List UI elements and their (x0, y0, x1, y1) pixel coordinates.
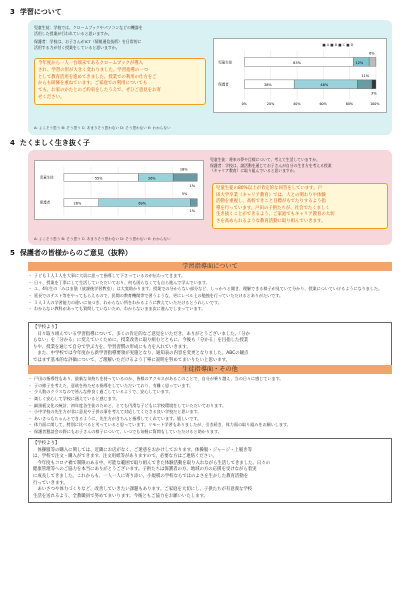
section-3-chart (213, 38, 387, 113)
learning-list (28, 273, 392, 313)
callout-line: され、学習の形が大きく変わりました。学習指導の一つ (38, 67, 149, 73)
bar-segment (372, 80, 376, 89)
school-response-2 (28, 438, 392, 503)
data-label: 6% (369, 51, 375, 56)
list-item: ・ 日々、授業を丁寧にして生活していただいており、何も困らなくても自ら進んで学んでいます。 (28, 280, 392, 287)
section-title: たくましく生き抜く子 (19, 139, 90, 147)
question-line: 児童生徒：学校では、クロームブックやパソコンなどの機器を (34, 25, 143, 30)
response-title: 【学校より】 (33, 325, 60, 330)
data-label: 11% (361, 73, 370, 78)
response-line: 体操服等の購入に関しては、近隣にお店がなく、ご迷惑をおかけしております。体操服・ジャージ・上履き等 (33, 447, 252, 453)
response-line: らない」を「分かる」に変えていくために、授業改善に取り組むとともに、今後も「分かる」を目指した授業 (33, 338, 249, 344)
data-label: 38% (263, 83, 272, 88)
section-4-heading (10, 139, 90, 148)
section-3-chart-svg (214, 39, 386, 112)
callout-line: 田大学卒業（キャリア教育）では、人との関わりや体験 (216, 192, 326, 198)
guidance-header: 生徒指導面・その他 (28, 365, 392, 374)
callout-line: せください。 (38, 95, 65, 101)
section-3-callout (34, 58, 206, 105)
list-item: ・ 体力面に関して、特別に比べると劣っていると思っています。リモート学習もありましたが、引き続き、体力面の取り組みをお願いします。 (28, 422, 392, 429)
response-line: また、中学校では今年度から新学習指導要領が実施となり、通知表の内容を変更となりました。ABCの観点 (33, 351, 249, 357)
row-label: 児童生徒 (218, 60, 233, 65)
section-3-heading (10, 8, 62, 17)
response-line: ではまず基本的な評価について、ご理解いただけるよう丁寧に説明を努めてまいりたいと思います。 (33, 358, 231, 364)
callout-line: として教育活用を進めてきました。授業での利用の仕方をご (38, 74, 157, 80)
data-label: 3% (371, 91, 377, 96)
question-line: 保護者：学校は、お子さんがICT（情報通信技術）を日常的に (34, 39, 142, 45)
section-4-legend: A: よくそう思う B: そう思う C: あまりそう思わない D: そう思わない E: わからない (34, 237, 171, 241)
response-line: 行っていきます。 (33, 480, 68, 486)
data-label: 48% (320, 83, 329, 88)
section-4-callout (212, 183, 388, 229)
response-line: 今年度もコロナ禍で制限のある中、可能な範囲で取り組んできた体験活動を取り入れながら生活してきました。日々の (33, 460, 271, 466)
bar-segment (64, 199, 99, 207)
data-label: 69% (138, 201, 147, 206)
response-line: あいさつや体力づくりなど、改善していきたい課題もあります。ご家庭を大切にし、子供たちが有意義な学校 (33, 487, 253, 493)
question-line: 児童生徒：将来の夢や目標について、考えて生活していますか。 (210, 157, 320, 162)
data-label: 12% (355, 60, 364, 65)
row-label: 保護者 (39, 200, 51, 205)
response-line: 生活を送れるよう、全教職員で努めてまいります。今後ともご協力をお願いいたします。 (33, 493, 208, 499)
response-line: りや、授業を通じて自分で学ぶ力を、学習習慣の形成にも力を入れていきます。 (33, 344, 191, 350)
section-5-heading (10, 249, 132, 258)
bar-segment (173, 174, 197, 182)
question-line: （キャリア教育）に取り組んでいると思いますか。 (210, 168, 298, 173)
response-line: 日々取り組んでいる学習指導について、多くの肯定的なご意見をいただき、ありがとうございました。「分か (33, 331, 250, 337)
list-item: ・ 小中学校の先生方が非に意見や子供の事を考えて対応してくださる良い学校だと思います。 (28, 409, 392, 416)
bar-segment (138, 174, 173, 182)
section-title: 保護者の皆様からのご意見（抜粋） (19, 249, 132, 257)
data-label: 26% (73, 201, 82, 206)
list-item: ・ 細黒板文化の統計、初年度各生徒のためと、とても円滑な子どもに学校環境をしていただいております。 (28, 403, 392, 410)
callout-line: 活動を重視し、高校できこと目標がもてたりするよう指 (216, 199, 326, 205)
section-number: 3 (10, 8, 15, 16)
list-item: ・ 子の様子を考えた、意欲を持たせる指導をしていただいており、有難く思っています。 (28, 383, 392, 390)
callout-line: からも研修を重ねています。ご家庭での利用についても (38, 81, 148, 87)
section-title: 学習について (19, 8, 62, 16)
list-item: ・ わからない教科があっても質問していないため、わからないまま次に進んでしまっています。 (28, 306, 392, 313)
list-item: ・ １人１人の学習能力の違いに気づき、わからない所をわかるように教えていただけるとうれしいです。 (28, 300, 392, 307)
section-3-legend: A: よくそう思う B: そう思う C: あまりそう思わない D: そう思わない E: わからない (34, 126, 171, 130)
section-number: 4 (10, 139, 15, 147)
learning-header: 学習指導面について (28, 262, 392, 271)
section-3-question (34, 25, 209, 51)
question-line: 保護者：学校は、諸活動を通じてお子さんが自分の生き方を考える授業 (210, 162, 332, 168)
list-item: ・ あいさつもちゃんとできるように、先生方がきちんと指導してくれています。嬉しいです。 (28, 416, 392, 423)
tick-label: 80% (345, 102, 354, 107)
callout-line: ても、お家のかたとのご約束をしたうえで、ぜひご意見をお寄 (38, 88, 161, 94)
question-line: 活用した授業が行われていると思いますか。 (34, 30, 112, 36)
list-item: ・ 子ども１人１人を大事に大切に思って指導して下さっているのが伝わってきます。 (28, 273, 392, 280)
data-label: 1% (189, 184, 196, 189)
guidance-list (28, 376, 392, 436)
callout-line: 児童生徒の80%以上が肯定的な回答をしています。戸 (216, 186, 323, 191)
tick-label: 20% (266, 102, 275, 107)
response-line: は、学校で注文・購入ができます。注文用紙等がありますので、必要な方はご連絡ください。 (33, 454, 217, 460)
callout-line: さを高められるような教育活動に取り組んでいきます。 (216, 219, 326, 225)
response-title: 【学校より】 (33, 441, 60, 446)
row-label: 保護者 (218, 82, 229, 87)
tick-label: 0% (241, 102, 247, 107)
list-item: ・ ユ、4年生の「みはま塾（放課後学習教室）」は大変助かります。授業での分からない部分など、しっかりと聞き、理解できる様子が見ていて分かり、授業についていけるようになりました。 (28, 286, 392, 293)
tick-label: 40% (293, 102, 301, 107)
callout-line: 今年度から一人一台端末であるクロームブックが導入 (38, 61, 144, 66)
section-number: 5 (10, 249, 15, 257)
list-item: ・ 少人数のクラスなので皆んな仲良く過ごしているようで、安心しています。 (28, 389, 392, 396)
bar-segment (191, 199, 198, 207)
data-label: 26% (148, 176, 156, 181)
data-label: 83% (293, 60, 301, 65)
data-label: 18% (179, 167, 188, 172)
response-line: に成長してきました。これからも、一人一人に寄り添い、小規模の学校ならではのよさを生かした教育活動を (33, 474, 249, 480)
section-4-question (210, 157, 390, 174)
question-line: 活用する力が付く授業をしていると思いますか。 (34, 44, 120, 50)
list-item: ・ 戸田の指導性もあり、最新な気持ちを持っているのか、皆様のアクセスがあるこのことで、自分が乗り越え、当の日々に感じています。 (28, 376, 392, 383)
section-4-chart (34, 160, 204, 220)
data-label: 5% (181, 191, 188, 196)
data-label: 1% (189, 209, 196, 214)
tick-label: 60% (319, 102, 327, 107)
legend-text: ■ A ■ B ■ C ■ D (322, 42, 354, 47)
callout-line: 導を行っています。戸田の子供たちが、社会でたくましく (216, 205, 330, 211)
section-4-chart-svg (35, 161, 203, 219)
list-item: ・ 楽しく安心して学校に通えていると感じます。 (28, 396, 392, 403)
response-line: 健康管理等へのご協力を本当にありがとうございます。子供たちは保護者の方、地域の方の応援を受けながら着実 (33, 467, 257, 473)
school-response-1 (28, 322, 392, 368)
data-label: 55% (94, 176, 103, 181)
bar-segment (357, 80, 372, 89)
row-label: 児童生徒 (39, 175, 54, 180)
tick-label: 100% (370, 102, 380, 107)
list-item: ・ 保護者懇談会の際にもお子さんの様子について、いつでも気軽に質問もしていただけると助かります。 (28, 429, 392, 436)
callout-line: 生き抜くことができるよう、ご家庭でもキャリア教育の大切 (216, 212, 335, 218)
list-item: ・ 延長でのテスト等をやってもらえるので、民間の教育機関等で習うような、更にレベル上の勉強を行っていただけるとありがたいです。 (28, 293, 392, 300)
bar-segment (369, 57, 376, 66)
